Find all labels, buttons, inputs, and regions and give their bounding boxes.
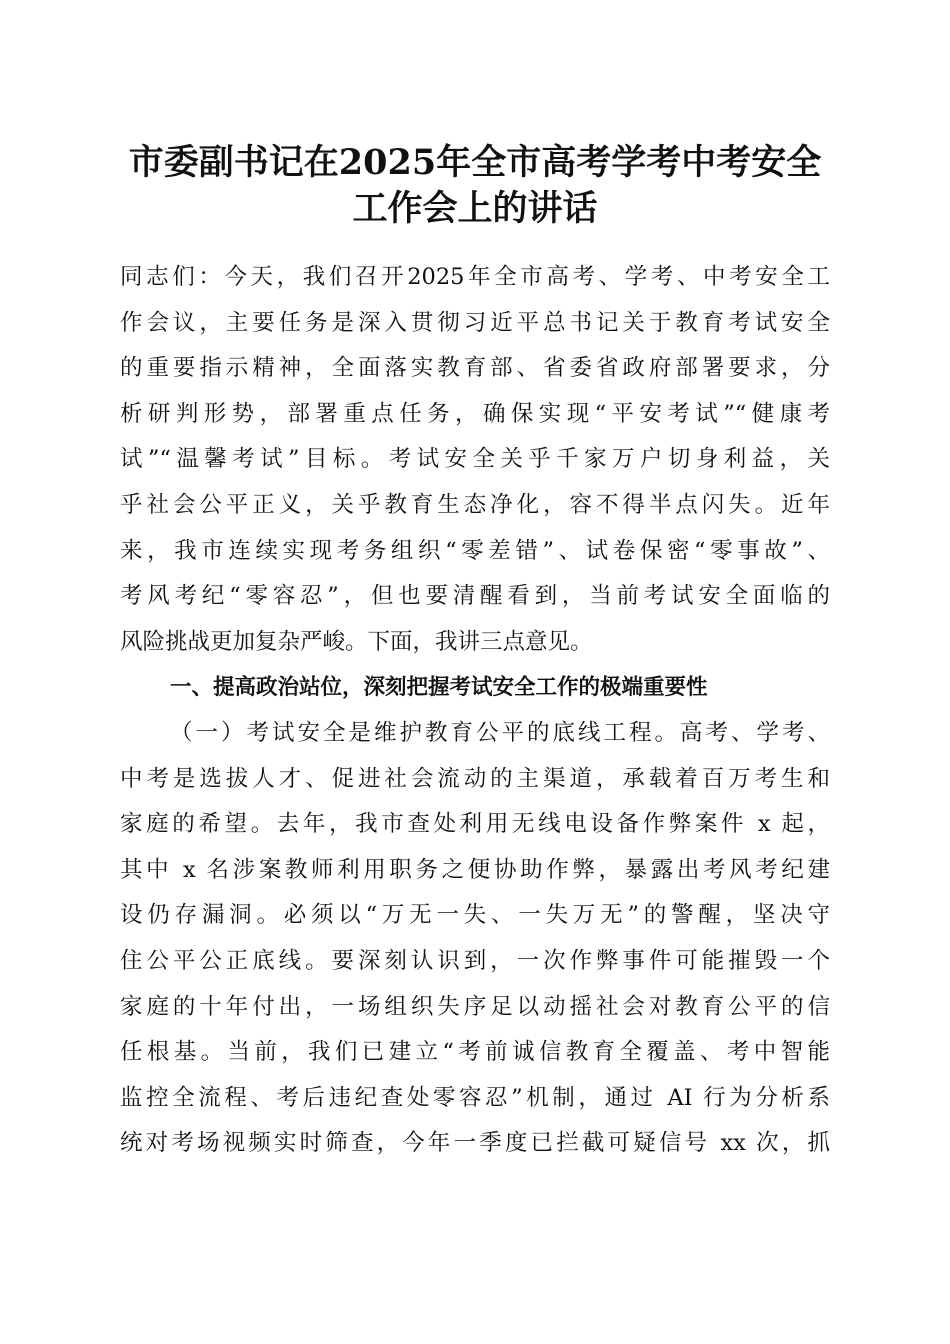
paragraph-line: 住公平公正底线。要深刻认识到，一次作弊事件可能摧毁一个 <box>120 947 830 974</box>
document-body <box>120 255 830 1167</box>
section-heading: 一、提高政治站位，深刻把握考试安全工作的极端重要性 <box>170 675 708 701</box>
paragraph-line: 统对考场视频实时筛查，今年一季度已拦截可疑信号 xx 次，抓 <box>120 1130 830 1157</box>
paragraph-line: 乎社会公平正义，关乎教育生态净化，容不得半点闪失。近年 <box>120 491 830 518</box>
paragraph-line: 试”“温馨考试”目标。考试安全关乎千家万户切身利益，关 <box>120 446 830 473</box>
title-line: 工作会上的讲话 <box>352 188 598 229</box>
paragraph-line: （一）考试安全是维护教育公平的底线工程。高考、学考、 <box>170 719 830 746</box>
paragraph-line: 任根基。当前，我们已建立“考前诚信教育全覆盖、考中智能 <box>120 1039 830 1066</box>
paragraph-line: 同志们：今天，我们召开2025年全市高考、学考、中考安全工 <box>120 264 830 290</box>
document-title <box>0 140 950 232</box>
paragraph-line: 家庭的十年付出，一场组织失序足以动摇社会对教育公平的信 <box>120 993 830 1020</box>
paragraph-line: 其中 x 名涉案教师利用职务之便协助作弊，暴露出考风考纪建 <box>120 856 830 883</box>
title-line: 市委副书记在2025年全市高考学考中考安全 <box>128 142 822 183</box>
paragraph-line: 析研判形势，部署重点任务，确保实现“平安考试”“健康考 <box>120 400 830 427</box>
paragraph-line: 监控全流程、考后违纪查处零容忍”机制，通过 AI 行为分析系 <box>120 1084 830 1111</box>
paragraph-line: 中考是选拔人才、促进社会流动的主渠道，承载着百万考生和 <box>120 765 830 792</box>
paragraph-line: 作会议，主要任务是深入贯彻习近平总书记关于教育考试安全 <box>120 309 830 336</box>
paragraph-line: 设仍存漏洞。必须以“万无一失、一失万无”的警醒，坚决守 <box>120 902 830 929</box>
paragraph-line: 考风考纪“零容忍”，但也要清醒看到，当前考试安全面临的 <box>120 583 830 610</box>
paragraph-line: 的重要指示精神，全面落实教育部、省委省政府部署要求，分 <box>120 355 830 382</box>
paragraph-line: 来，我市连续实现考务组织“零差错”、试卷保密“零事故”、 <box>120 537 830 564</box>
paragraph-line: 家庭的希望。去年，我市查处利用无线电设备作弊案件 x 起， <box>120 811 830 838</box>
paragraph-line: 风险挑战更加复杂严峻。下面，我讲三点意见。 <box>120 628 593 655</box>
